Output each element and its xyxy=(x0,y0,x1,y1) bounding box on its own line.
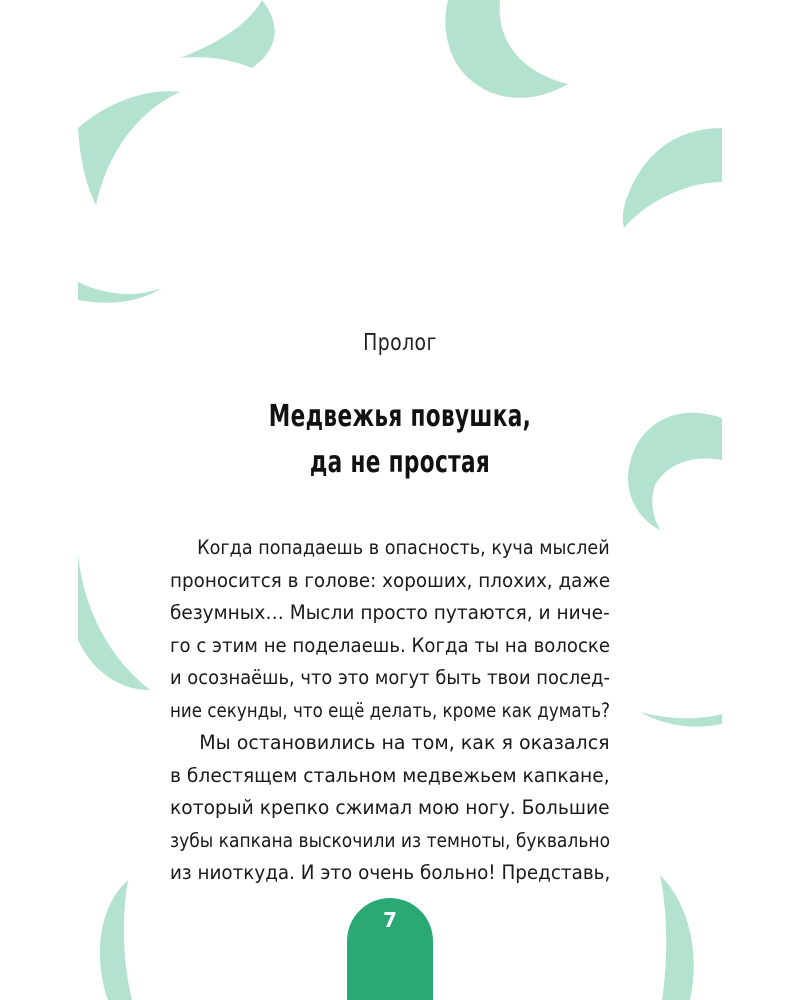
crescent-shape xyxy=(445,0,568,98)
chapter-label: Пролог xyxy=(363,330,437,356)
crescent-shape xyxy=(78,282,162,303)
crescent-shape xyxy=(78,555,150,690)
page-number: 7 xyxy=(383,908,397,932)
text-line: из ниоткуда. И это очень больно! Представь, xyxy=(170,861,611,884)
chapter-title xyxy=(112,394,688,486)
page-number-tab xyxy=(347,898,433,1000)
chapter-title-line: да не простая xyxy=(309,445,491,480)
text-line: Когда попадаешь в опасность, куча мыслей xyxy=(197,536,610,559)
text-line: и осознаёшь, что это могут быть твои послед- xyxy=(170,666,610,689)
text-line: в блестящем стальном медвежьем капкане, xyxy=(170,763,610,787)
crescent-shape xyxy=(660,875,694,1000)
text-line: ние секунды, что ещё делать, кроме как думать? xyxy=(170,698,610,722)
chapter-title-line: Медвежья повушка, xyxy=(268,399,532,434)
crescent-shape xyxy=(78,91,180,205)
crescent-shape xyxy=(180,0,275,68)
crescent-shape xyxy=(623,128,722,228)
body-text xyxy=(170,532,610,890)
crescent-shape xyxy=(100,880,132,1000)
text-line: Мы остановились на том, как я оказался xyxy=(199,731,610,754)
crescent-shape xyxy=(640,712,722,727)
text-line: безумных… Мысли просто путаются, и ниче- xyxy=(170,601,610,624)
text-line: который крепко сжимал мою ногу. Большие xyxy=(170,796,610,819)
text-line: зубы капкана выскочили из темноты, буквально xyxy=(170,828,611,852)
text-line: проносится в голове: хороших, плохих, даже xyxy=(170,568,611,592)
text-line: го с этим не поделаешь. Когда ты на волоске xyxy=(170,633,610,657)
